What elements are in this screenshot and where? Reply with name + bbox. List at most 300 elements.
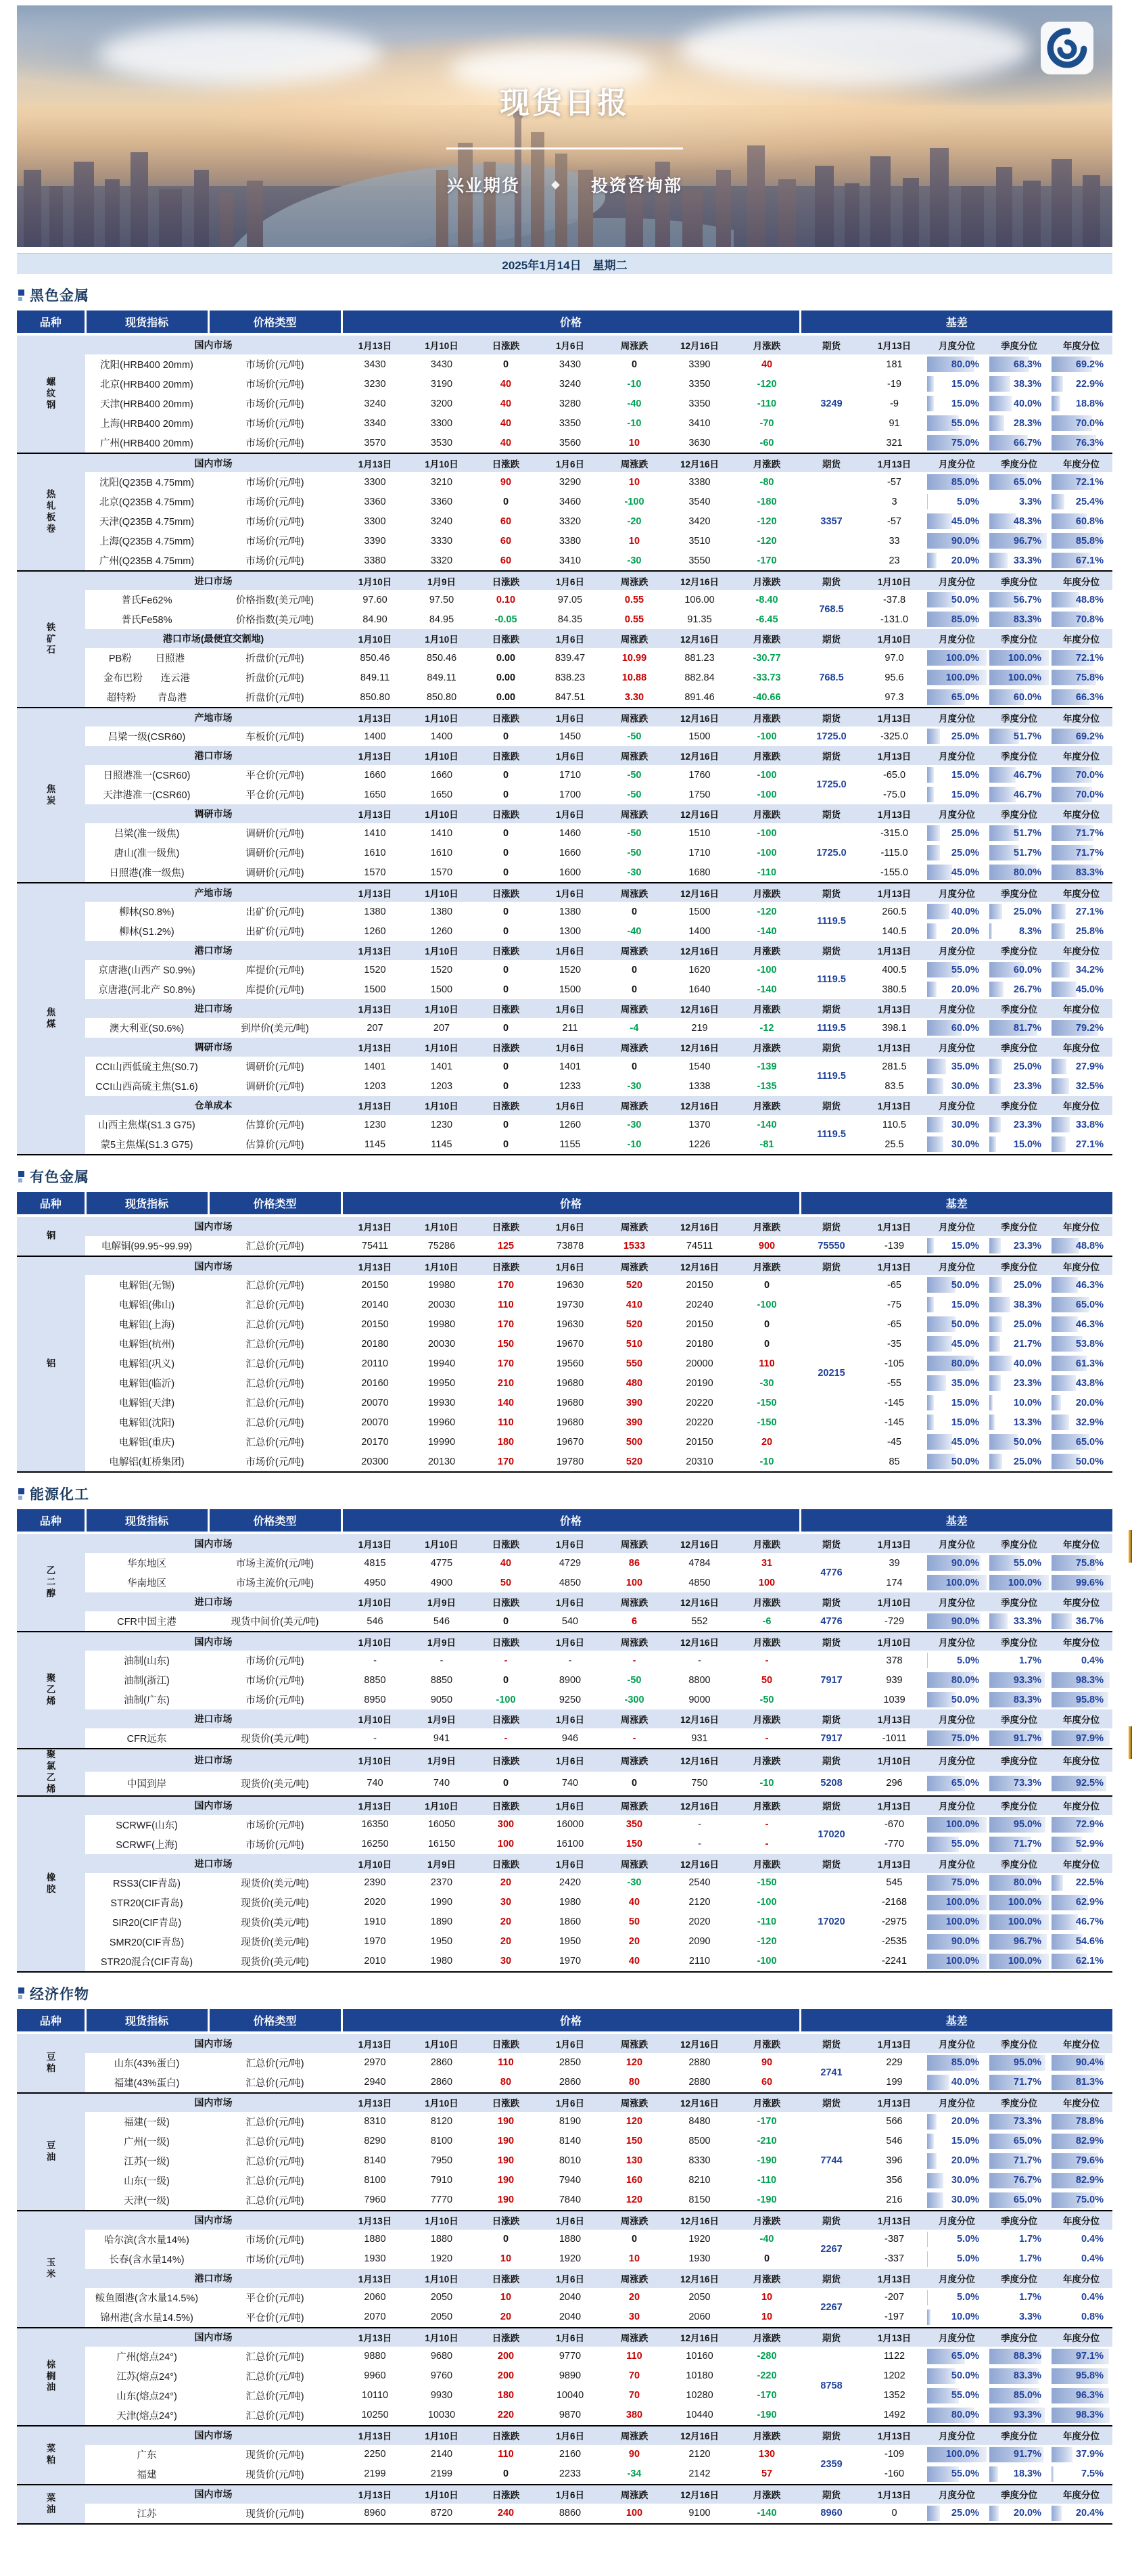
subheader-row xyxy=(17,999,1112,1018)
price-cell: 1930 xyxy=(688,2253,711,2264)
percentile-bar-icon xyxy=(927,1238,934,1254)
change-cell: 0 xyxy=(631,359,638,370)
percentile-bar-icon xyxy=(927,1653,928,1668)
date-header-cell: 12月16日 xyxy=(665,2328,734,2347)
change-cell: 0 xyxy=(763,2253,770,2264)
percentile-cell xyxy=(1050,1553,1112,1573)
price-type-cell: 到岸价(美元/吨) xyxy=(241,1024,309,1034)
price-type-cell: 市场价(元/吨) xyxy=(245,380,304,390)
percentile-cell xyxy=(1050,2073,1112,2093)
price-type-cell: 市场价(元/吨) xyxy=(245,1820,304,1831)
change-cell: 0 xyxy=(502,769,509,781)
price-cell: 84.35 xyxy=(557,614,583,625)
change-cell: 0 xyxy=(502,867,509,878)
change-cell: 550 xyxy=(626,1358,643,1369)
col-header-price-type: 价格类型 xyxy=(208,1509,341,1532)
subheader-row xyxy=(17,1217,1112,1236)
change-cell: 150 xyxy=(626,1839,643,1849)
percentile-bar-icon xyxy=(927,2173,943,2188)
price-cell: 3300 xyxy=(364,515,386,527)
percentile-header-cell: 年度分位 xyxy=(1050,571,1112,590)
price-cell: 849.11 xyxy=(427,672,456,683)
percentile-value: 15.0% xyxy=(951,769,980,781)
percentile-cell xyxy=(926,1295,988,1314)
percentile-wrap xyxy=(926,1412,988,1432)
price-type-cell: 市场价(元/吨) xyxy=(245,2254,304,2266)
subheader-row xyxy=(17,883,1112,902)
change-cell: 20 xyxy=(500,2312,512,2322)
percentile-wrap xyxy=(1050,1134,1112,1154)
percentile-wrap xyxy=(1050,2190,1112,2210)
edge-widget-icon[interactable] xyxy=(1129,1530,1132,1563)
indicator-cell: 电解铝(临沂) xyxy=(118,1379,175,1389)
price-type-cell: 汇总价(元/吨) xyxy=(245,1418,304,1429)
price-cell: 4775 xyxy=(430,1557,453,1569)
table-row xyxy=(17,1893,1112,1912)
percentile-header-cell: 年度分位 xyxy=(1050,1749,1112,1772)
change-cell: -100 xyxy=(757,769,777,781)
title-divider xyxy=(446,147,683,150)
indicator-cell: 电解铝(无锡) xyxy=(118,1281,175,1291)
percentile-cell xyxy=(988,727,1050,746)
change-cell: 31 xyxy=(761,1557,773,1569)
basis-cell: 321 xyxy=(886,437,903,448)
date-header-cell: 1月6日 xyxy=(537,2034,603,2053)
change-cell: - xyxy=(632,1732,636,1744)
percentile-bar-icon xyxy=(927,1297,934,1312)
indicator-cell xyxy=(85,668,208,687)
change-cell: 0.00 xyxy=(496,652,516,664)
percentile-wrap xyxy=(988,413,1050,433)
price-cell: 1203 xyxy=(364,1080,386,1092)
percentile-wrap xyxy=(988,1236,1050,1256)
price-type-cell: 汇总价(元/吨) xyxy=(245,2058,304,2069)
market-subheader: 进口市场 xyxy=(85,571,341,590)
change-cell: -10 xyxy=(759,1456,774,1467)
percentile-cell xyxy=(1050,1134,1112,1155)
percentile-wrap xyxy=(1050,1432,1112,1452)
date-header-cell: 1月13日 xyxy=(341,2211,408,2230)
price-cell: 2040 xyxy=(559,2292,582,2303)
change-cell: -40 xyxy=(627,925,642,937)
percentile-cell xyxy=(926,2073,988,2093)
percentile-value: 72.1% xyxy=(1075,476,1104,488)
percentile-header-cell: 月度分位 xyxy=(926,1038,988,1057)
indicator-pair: PB粉 日照港 xyxy=(108,653,185,664)
section-title: 有色金属 xyxy=(30,1170,89,1185)
change-cell: 110 xyxy=(759,1358,775,1369)
indicator-cell: CCI山西高硫主焦(S1.6) xyxy=(95,1082,198,1092)
col-header-indicator: 现货指标 xyxy=(85,1192,208,1214)
change-cell: -30 xyxy=(759,1377,774,1389)
date-header-cell: 1月6日 xyxy=(537,1534,603,1553)
indicator-cell: STR20混合(CIF青岛) xyxy=(100,1956,193,1968)
percentile-value: 82.9% xyxy=(1075,2175,1104,2186)
subheader-row xyxy=(17,2211,1112,2230)
price-cell: 2540 xyxy=(688,1877,711,1888)
price-cell: 20160 xyxy=(361,1377,389,1389)
percentile-wrap xyxy=(988,2504,1050,2523)
date-header-cell: 12月16日 xyxy=(665,2485,734,2504)
percentile-wrap xyxy=(1050,1611,1112,1631)
percentile-cell xyxy=(1050,1873,1112,1893)
date-header-cell: 1月10日 xyxy=(341,629,408,648)
change-cell: -170 xyxy=(757,555,777,566)
change-cell: -220 xyxy=(757,2370,777,2381)
change-cell: -4 xyxy=(630,1022,639,1034)
variety-label xyxy=(17,2211,85,2328)
basis-cell: -131.0 xyxy=(880,614,909,625)
indicator-cell: STR20(CIF青岛) xyxy=(110,1898,183,1909)
percentile-header-cell: 年度分位 xyxy=(1050,1592,1112,1611)
percentile-wrap xyxy=(1050,1952,1112,1971)
percentile-header-cell: 季度分位 xyxy=(988,1038,1050,1057)
table-row xyxy=(17,2249,1112,2269)
percentile-value: 28.3% xyxy=(1013,417,1042,429)
percentile-cell xyxy=(988,2464,1050,2485)
edge-widget-icon[interactable] xyxy=(1129,1726,1132,1759)
basis-cell: 0 xyxy=(891,2508,897,2518)
futures-header-cell: 期货 xyxy=(800,2426,863,2445)
percentile-value: 1.7% xyxy=(1018,1655,1042,1666)
change-cell: -120 xyxy=(757,378,777,390)
percentile-cell xyxy=(988,2307,1050,2328)
percentile-wrap xyxy=(926,765,988,785)
bullet-square xyxy=(18,1171,24,1177)
section-bullet-icon xyxy=(18,1987,24,1999)
date-header-cell: 周涨跌 xyxy=(603,1256,665,1275)
price-type-cell: 汇总价(元/吨) xyxy=(245,2391,304,2402)
price-cell: 3540 xyxy=(688,496,711,507)
percentile-bar-icon xyxy=(989,1059,1002,1074)
basis-cell: 546 xyxy=(886,2136,903,2146)
change-cell: 10 xyxy=(628,535,640,547)
table-row xyxy=(17,902,1112,921)
variety-label-text: 菜 油 xyxy=(46,2492,56,2514)
change-cell: 10 xyxy=(628,437,640,448)
percentile-cell xyxy=(926,551,988,571)
market-subheader: 产地市场 xyxy=(85,708,341,727)
change-cell: -50 xyxy=(627,827,642,839)
percentile-value: 65.0% xyxy=(1075,1436,1104,1448)
section-title: 黑色金属 xyxy=(30,288,89,304)
basis-cell: 95.6 xyxy=(885,672,904,683)
percentile-cell xyxy=(926,843,988,862)
percentile-value: 60.0% xyxy=(1013,691,1042,703)
percentile-value: 15.0% xyxy=(951,1240,980,1251)
table-row xyxy=(17,823,1112,843)
percentile-bar-icon xyxy=(927,494,928,509)
basis-cell: -155.0 xyxy=(880,867,909,878)
change-cell: - xyxy=(765,1819,769,1830)
date-header-cell: 1月13日 xyxy=(341,2269,408,2288)
percentile-value: 80.0% xyxy=(1013,1877,1042,1888)
percentile-bar-icon xyxy=(989,1238,1001,1254)
percentile-value: 45.0% xyxy=(951,1436,980,1448)
date-header-cell: 1月13日 xyxy=(341,336,408,354)
percentile-header-cell: 月度分位 xyxy=(926,2328,988,2347)
change-cell: -100 xyxy=(757,789,777,800)
percentile-bar-icon xyxy=(927,865,952,880)
date-header-cell: 日涨跌 xyxy=(475,1096,537,1115)
change-cell: 60 xyxy=(500,535,512,547)
date-header-cell: 1月13日 xyxy=(341,2426,408,2445)
subheader-row xyxy=(17,1534,1112,1553)
change-cell: 140 xyxy=(497,1397,515,1408)
price-cell: 10280 xyxy=(686,2390,713,2401)
price-type-cell: 库提价(元/吨) xyxy=(245,985,304,996)
section-title: 经济作物 xyxy=(30,1986,89,2002)
table-row xyxy=(17,960,1112,980)
change-cell: 10 xyxy=(500,2292,512,2303)
change-cell: -50 xyxy=(627,1674,642,1686)
subheader-row xyxy=(17,708,1112,727)
percentile-cell xyxy=(1050,492,1112,511)
price-cell: 1920 xyxy=(430,2253,453,2264)
indicator-cell: 天津(Q235B 4.75mm) xyxy=(99,517,195,528)
percentile-wrap xyxy=(926,354,988,374)
price-cell: 8140 xyxy=(364,2155,386,2166)
percentile-cell xyxy=(988,1393,1050,1412)
price-type-cell: 市场价(元/吨) xyxy=(245,419,304,430)
variety-label-text: 乙 二 醇 xyxy=(46,1565,56,1598)
change-cell: -81 xyxy=(759,1138,774,1150)
table-row xyxy=(17,843,1112,862)
percentile-cell xyxy=(988,2386,1050,2406)
percentile-value: 13.3% xyxy=(1013,1417,1042,1428)
change-cell: 50 xyxy=(761,1674,773,1686)
date-header-cell: 月涨跌 xyxy=(734,2328,800,2347)
percentile-wrap xyxy=(988,2171,1050,2190)
percentile-value: 62.9% xyxy=(1075,1897,1104,1908)
price-type-cell: 库提价(元/吨) xyxy=(245,965,304,976)
basis-date-header-cell: 1月13日 xyxy=(863,1096,926,1115)
price-cell: 1233 xyxy=(559,1080,582,1092)
percentile-wrap xyxy=(988,1452,1050,1471)
price-cell: 2090 xyxy=(688,1936,711,1947)
percentile-value: 82.9% xyxy=(1075,2136,1104,2146)
change-cell: 90 xyxy=(500,476,512,488)
percentile-wrap xyxy=(1050,862,1112,882)
change-cell: -170 xyxy=(757,2390,777,2401)
percentile-header-cell: 季度分位 xyxy=(988,941,1050,960)
date-header-cell: 月涨跌 xyxy=(734,999,800,1018)
percentile-value: 99.6% xyxy=(1075,1577,1104,1588)
futures-cell: 5208 xyxy=(820,1778,843,1789)
date-header-cell: 12月16日 xyxy=(665,1749,734,1772)
percentile-value: 54.6% xyxy=(1075,1936,1104,1947)
percentile-cell xyxy=(1050,2249,1112,2269)
change-cell: 10 xyxy=(761,2312,773,2322)
subheader-row xyxy=(17,2034,1112,2053)
percentile-cell xyxy=(988,1815,1050,1835)
price-cell: 219 xyxy=(691,1022,708,1034)
date-header-cell: 12月16日 xyxy=(665,708,734,727)
percentile-value: 25.0% xyxy=(1013,1456,1042,1467)
percentile-cell xyxy=(1050,590,1112,610)
percentile-bar-icon xyxy=(927,787,934,802)
percentile-wrap xyxy=(988,433,1050,453)
bullet-square xyxy=(18,297,22,301)
subheader-row xyxy=(17,746,1112,765)
change-cell: -135 xyxy=(757,1080,777,1092)
table-row xyxy=(17,2347,1112,2366)
price-cell: 1155 xyxy=(559,1138,581,1150)
percentile-value: 40.0% xyxy=(1013,1358,1042,1369)
percentile-wrap xyxy=(988,2190,1050,2210)
futures-header-cell: 期货 xyxy=(800,1217,863,1236)
percentile-wrap xyxy=(1050,2406,1112,2425)
price-type-cell: 汇总价(元/吨) xyxy=(245,2351,304,2363)
price-cell: 546 xyxy=(367,1615,383,1627)
change-cell: 110 xyxy=(498,2057,514,2068)
price-cell: 20030 xyxy=(427,1338,456,1350)
date-header-cell: 1月10日 xyxy=(408,453,475,472)
date-header-cell: 日涨跌 xyxy=(475,2485,537,2504)
percentile-value: 96.7% xyxy=(1013,1936,1042,1947)
price-cell: 20220 xyxy=(686,1417,713,1428)
price-cell: 740 xyxy=(367,1778,383,1789)
price-cell: 1226 xyxy=(688,1138,711,1150)
price-cell: 1880 xyxy=(559,2234,582,2245)
percentile-bar-icon xyxy=(989,1613,1008,1629)
price-cell: 20170 xyxy=(361,1436,389,1448)
percentile-cell xyxy=(988,1334,1050,1354)
percentile-bar-icon xyxy=(1052,1059,1066,1074)
change-cell: -150 xyxy=(757,1417,777,1428)
table-row xyxy=(17,1873,1112,1893)
subheader-row xyxy=(17,1749,1112,1772)
date-header-cell: 周涨跌 xyxy=(603,1709,665,1728)
percentile-cell xyxy=(926,590,988,610)
date-header-cell: 日涨跌 xyxy=(475,746,537,765)
price-cell: - xyxy=(698,1819,701,1830)
percentile-wrap xyxy=(1050,2112,1112,2132)
percentile-cell xyxy=(988,1057,1050,1076)
change-cell: -40 xyxy=(627,398,642,409)
table-row xyxy=(17,2288,1112,2307)
price-type-cell: 现货价(美元/吨) xyxy=(241,1917,309,1929)
basis-cell: -145 xyxy=(885,1397,905,1408)
change-cell: 40 xyxy=(628,1956,640,1967)
percentile-cell xyxy=(1050,531,1112,551)
change-cell: 0 xyxy=(631,964,638,975)
percentile-cell xyxy=(1050,1835,1112,1854)
report-title: 现货日报 xyxy=(500,87,630,120)
percentile-bar-icon xyxy=(1052,1238,1079,1254)
percentile-cell xyxy=(1050,1670,1112,1690)
date-header-cell: 日涨跌 xyxy=(475,1749,537,1772)
price-cell: 1230 xyxy=(364,1119,386,1130)
price-cell: 3230 xyxy=(364,378,386,390)
variety-label-text: 铁 矿 石 xyxy=(46,622,56,656)
price-cell: 10440 xyxy=(686,2410,713,2420)
percentile-value: 80.0% xyxy=(1013,867,1042,878)
price-cell: 1510 xyxy=(688,827,711,839)
section-header xyxy=(18,1166,1112,1187)
percentile-cell xyxy=(988,472,1050,492)
futures-cell: 8758 xyxy=(820,2380,843,2391)
basis-cell: -160 xyxy=(885,2468,905,2479)
price-cell: 1660 xyxy=(559,847,582,858)
date-header-cell: 1月9日 xyxy=(408,571,475,590)
change-cell: 30 xyxy=(500,1897,512,1908)
percentile-header-cell: 季度分位 xyxy=(988,1749,1050,1772)
col-header-basis-group: 基差 xyxy=(800,310,1112,333)
percentile-value: 23.3% xyxy=(1013,1377,1042,1389)
futures-cell: 7917 xyxy=(820,1732,843,1744)
basis-cell: -770 xyxy=(885,1839,905,1849)
change-cell: -100 xyxy=(757,1956,777,1967)
date-header-cell: 1月13日 xyxy=(341,746,408,765)
market-subheader: 调研市场 xyxy=(85,1038,341,1057)
percentile-wrap xyxy=(1050,1354,1112,1373)
indicator-cell: 油制(山东) xyxy=(124,1656,170,1667)
percentile-cell xyxy=(926,492,988,511)
percentile-wrap xyxy=(926,551,988,570)
percentile-value: 75.0% xyxy=(951,437,980,448)
percentile-cell xyxy=(1050,2151,1112,2171)
percentile-value: 46.7% xyxy=(1075,1916,1104,1927)
futures-header-cell: 期货 xyxy=(800,1592,863,1611)
percentile-wrap xyxy=(988,1611,1050,1631)
price-type-cell: 市场价(元/吨) xyxy=(245,360,304,371)
percentile-value: 22.5% xyxy=(1075,1877,1104,1888)
percentile-value: 1.7% xyxy=(1018,2234,1042,2245)
price-cell: 1650 xyxy=(364,789,386,800)
change-cell: 80 xyxy=(628,2077,640,2088)
percentile-cell xyxy=(988,2151,1050,2171)
basis-cell: 400.5 xyxy=(882,964,907,975)
percentile-value: 65.0% xyxy=(1013,476,1042,488)
percentile-cell xyxy=(988,1670,1050,1690)
percentile-value: 88.3% xyxy=(1013,2351,1042,2362)
percentile-cell xyxy=(1050,980,1112,999)
percentile-header-cell: 季度分位 xyxy=(988,746,1050,765)
percentile-value: 100.0% xyxy=(1008,1916,1042,1927)
percentile-wrap xyxy=(926,1373,988,1393)
indicator-cell: 电解铝(上海) xyxy=(118,1320,175,1331)
basis-cell: -115.0 xyxy=(880,847,908,858)
basis-cell: 23 xyxy=(889,555,900,566)
percentile-cell xyxy=(988,531,1050,551)
percentile-bar-icon xyxy=(927,1434,952,1450)
date-header-cell: 周涨跌 xyxy=(603,2269,665,2288)
percentile-value: 30.0% xyxy=(951,1080,980,1092)
subheader-row xyxy=(17,804,1112,823)
percentile-wrap xyxy=(1050,2230,1112,2249)
date-header-cell: 1月6日 xyxy=(537,629,603,648)
table-row xyxy=(17,1728,1112,1749)
price-cell: 3200 xyxy=(430,398,453,409)
futures-cell: 1119.5 xyxy=(817,974,846,985)
change-cell: -190 xyxy=(757,2155,777,2166)
table-row xyxy=(17,1354,1112,1373)
indicator-cell: 沈阳(Q235B 4.75mm) xyxy=(99,478,195,488)
price-type-cell: 折盘价(元/吨) xyxy=(245,693,304,704)
basis-cell: -55 xyxy=(887,1377,901,1389)
percentile-value: 71.7% xyxy=(1013,1839,1042,1849)
price-type-cell: 车板价(元/吨) xyxy=(245,732,304,743)
percentile-bar-icon xyxy=(927,1136,943,1152)
percentile-wrap xyxy=(926,1354,988,1373)
indicator-cell: RSS3(CIF青岛) xyxy=(113,1878,181,1889)
percentile-wrap xyxy=(926,2151,988,2171)
percentile-wrap xyxy=(926,2073,988,2092)
percentile-cell xyxy=(1050,1893,1112,1912)
date-header-cell: 1月13日 xyxy=(341,1038,408,1057)
futures-header-cell: 期货 xyxy=(800,1796,863,1815)
